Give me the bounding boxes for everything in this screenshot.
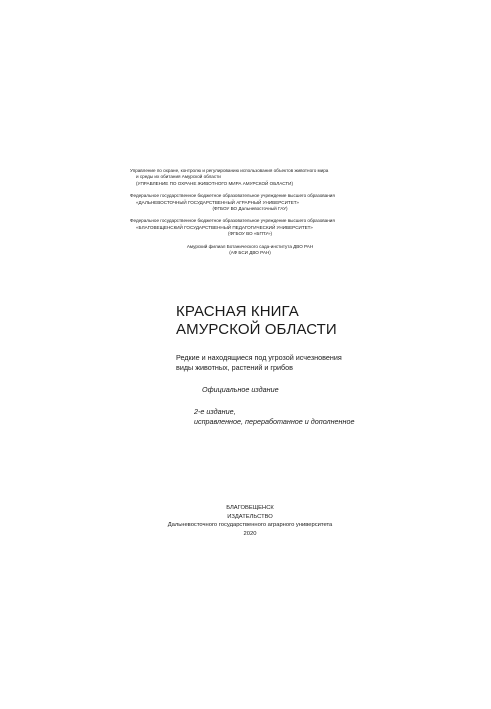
- book-title: [176, 303, 406, 339]
- org-line: «БЛАГОВЕЩЕНСКИЙ ГОСУДАРСТВЕННЫЙ ПЕДАГОГИЧЕСКИЙ УНИВЕРСИТЕТ»: [136, 224, 313, 230]
- subtitle-line-2: виды животных, растений и грибов: [176, 363, 293, 372]
- organization-pedagogical-university: [130, 218, 370, 237]
- subtitle-line-1: Редкие и находящиеся под угрозой исчезновения: [176, 353, 342, 362]
- imprint: [140, 504, 360, 538]
- org-line: и среды их обитания Амурской области: [136, 174, 221, 180]
- book-title-line-2: АМУРСКОЙ ОБЛАСТИ: [176, 321, 337, 338]
- org-line: Федеральное государственное бюджетное образовательное учреждение высшего образования: [130, 193, 335, 199]
- organization-wildlife-directorate: [130, 168, 370, 187]
- imprint-publisher-name: Дальневосточного государственного аграрного университета: [167, 522, 333, 529]
- official-edition-label: Официальное издание: [202, 385, 279, 394]
- book-subtitle: [176, 353, 406, 373]
- org-line: Федеральное государственное бюджетное образовательное учреждение высшего образования: [130, 218, 335, 224]
- org-line: Амурский филиал Ботанического сада-института ДВО РАН: [186, 243, 314, 249]
- edition-line-2: исправленное, переработанное и дополненное: [194, 417, 355, 426]
- org-line: (ФГБОУ ВО «БГПУ»): [227, 231, 273, 237]
- imprint-publisher-label: ИЗДАТЕЛЬСТВО: [227, 513, 273, 520]
- imprint-year: 2020: [243, 530, 257, 537]
- org-line: (АФ БСИ ДВО РАН): [229, 250, 271, 256]
- edition-line-1: 2-е издание,: [194, 407, 236, 416]
- imprint-city: БЛАГОВЕЩЕНСК: [226, 505, 274, 511]
- org-line: (ФГБОУ ВО Дальневосточный ГАУ): [212, 206, 288, 212]
- title-block: [176, 303, 406, 427]
- issuing-organizations: [130, 168, 370, 262]
- org-line: Управление по охране, контролю и регулированию использования объектов животного мира: [130, 168, 329, 173]
- edition-note: [176, 407, 406, 427]
- org-line: (УПРАВЛЕНИЕ ПО ОХРАНЕ ЖИВОТНОГО МИРА АМУРСКОЙ ОБЛАСТИ): [136, 180, 293, 186]
- book-title-line-1: КРАСНАЯ КНИГА: [176, 303, 299, 320]
- organization-agrarian-university: [130, 193, 370, 212]
- organization-botanical-garden: [130, 244, 370, 257]
- org-line: «ДАЛЬНЕВОСТОЧНЫЙ ГОСУДАРСТВЕННЫЙ АГРАРНЫЙ УНИВЕРСИТЕТ»: [136, 199, 299, 205]
